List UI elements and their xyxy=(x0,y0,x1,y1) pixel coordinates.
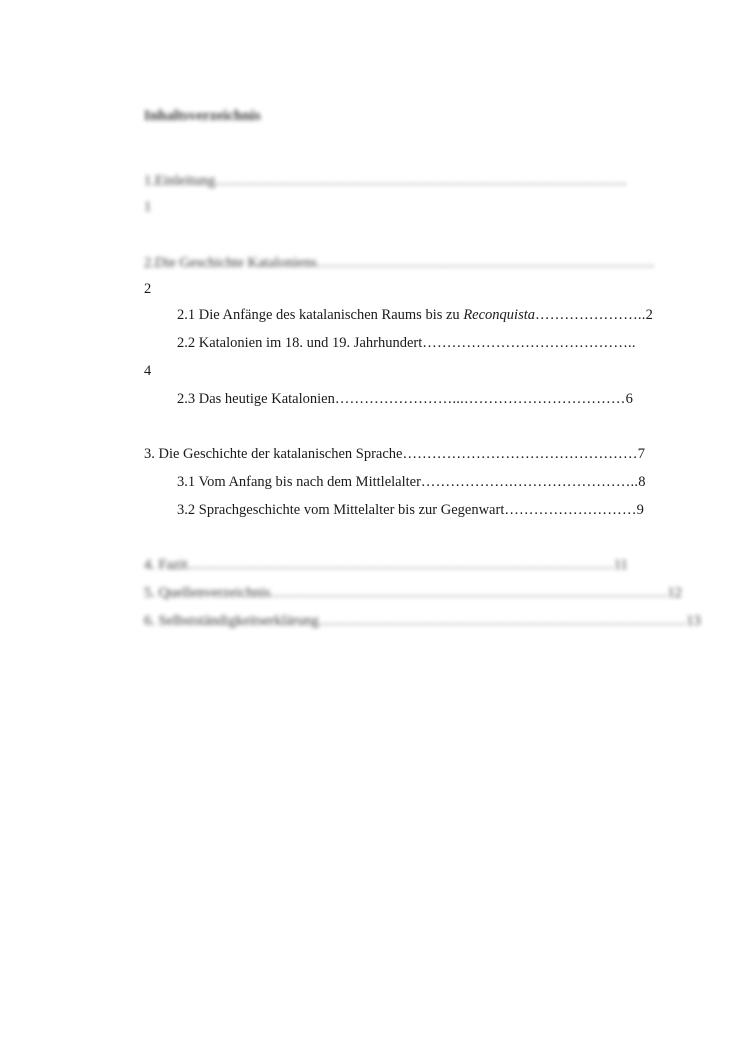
toc-leader-dots: ………………………………………………………………………… xyxy=(215,173,627,189)
toc-entry-text: 2.2 Katalonien im 18. und 19. Jahrhundert xyxy=(177,335,423,351)
toc-entry-einleitung xyxy=(144,172,627,190)
toc-entry-page: 6 xyxy=(625,391,633,407)
toc-entry-quellenverzeichnis xyxy=(144,584,682,602)
toc-leader-dots: ………………….. xyxy=(535,307,646,323)
toc-entry-text: 2.3 Das heutige Katalonien xyxy=(177,391,335,407)
toc-entry-page: 8 xyxy=(638,474,646,490)
toc-entry-text: 6. Selbstständigkeitserklärung xyxy=(144,613,319,629)
toc-entry-selbststaendigkeitserklaerung xyxy=(144,612,701,630)
toc-leader-dots: ……………………………………………………………………… xyxy=(270,585,668,601)
toc-entry-3-2 xyxy=(177,501,644,519)
toc-entry-text: 5. Quellenverzeichnis xyxy=(144,585,271,601)
toc-entry-text: 3. Die Geschichte der katalanischen Sprache xyxy=(144,446,403,462)
toc-title: Inhaltsverzeichnis xyxy=(144,108,261,124)
toc-entry-page: 7 xyxy=(637,446,645,462)
toc-leader-dots: …………………………………………………………… xyxy=(316,255,655,271)
toc-entry-geschichte-kataloniens xyxy=(144,254,655,272)
toc-entry-page: 4 xyxy=(144,363,152,379)
toc-entry-text: 4. Fazit xyxy=(144,557,188,573)
toc-entry-text: 3.1 Vom Anfang bis nach dem Mittlelalter xyxy=(177,474,421,490)
toc-leader-dots: ………………………………………………………………… xyxy=(318,613,687,629)
toc-entry-2-1 xyxy=(177,306,653,324)
toc-entry-2-2 xyxy=(177,334,636,352)
toc-entry-page: 1 xyxy=(144,199,152,215)
toc-entry-text: 1.Einleitung xyxy=(144,173,216,189)
toc-leader-dots: …………………………………………………………………………… xyxy=(187,557,614,573)
toc-leader-dots: …………………………………….. xyxy=(422,335,636,351)
toc-leader-dots: ……………………… xyxy=(504,502,637,518)
toc-entry-page: 12 xyxy=(667,585,682,601)
toc-entry-fazit xyxy=(144,556,628,574)
toc-entry-page: 13 xyxy=(686,613,701,629)
toc-entry-text: 2.Die Geschichte Kataloniens xyxy=(144,255,317,271)
toc-leader-dots: ……………….…………………….. xyxy=(420,474,639,490)
toc-entry-text: 3.2 Sprachgeschichte vom Mittelalter bis zur Gegenwart xyxy=(177,502,505,518)
toc-entry-text: 2.1 Die Anfänge des katalanischen Raums bis zu xyxy=(177,307,464,323)
toc-entry-3-1 xyxy=(177,473,645,491)
toc-entry-page: 2 xyxy=(645,307,653,323)
toc-entry-page: 2 xyxy=(144,281,152,297)
toc-entry-italic: Reconquista xyxy=(463,307,535,323)
toc-entry-page: 9 xyxy=(636,502,644,518)
toc-leader-dots: ………………………………………… xyxy=(402,446,638,462)
toc-entry-3 xyxy=(144,445,645,463)
toc-entry-page: 11 xyxy=(613,557,628,573)
toc-entry-2-3 xyxy=(177,390,633,408)
toc-leader-dots: ……………………...…………………………… xyxy=(334,391,626,407)
